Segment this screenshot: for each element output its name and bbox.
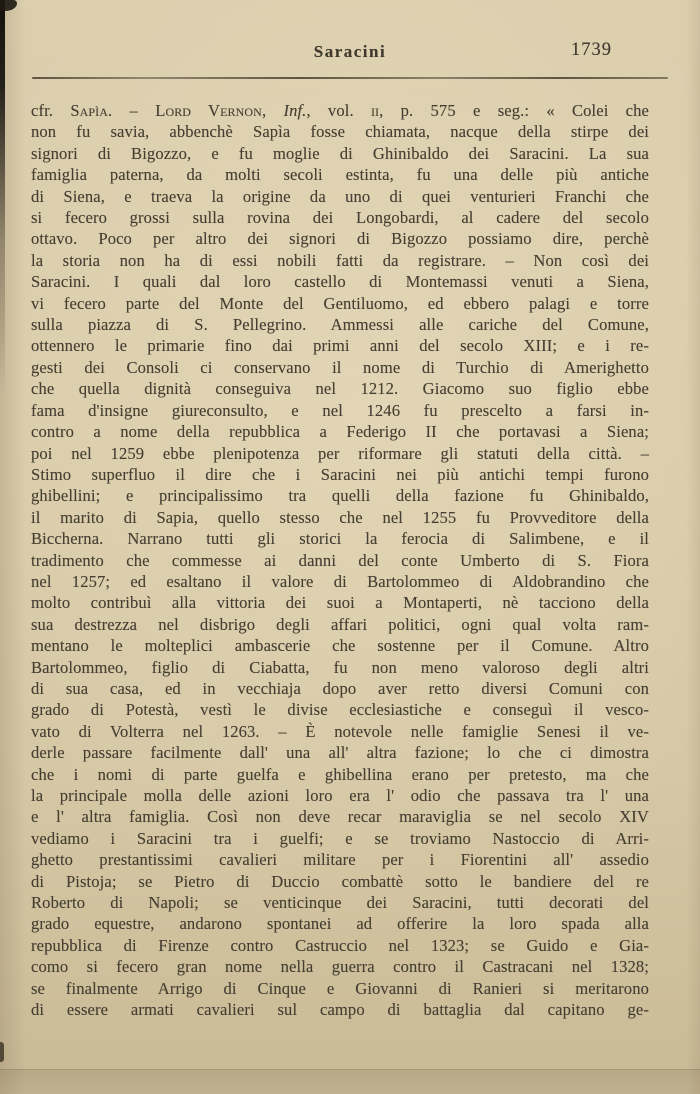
- text-line: che i nomi di parte guelfa e ghibellina erano per pretesto, ma che: [31, 764, 649, 784]
- text-line: repubblica di Firenze contro Castruccio nel 1323; se Guido e Gia-: [31, 935, 649, 955]
- page-number: 1739: [571, 40, 612, 60]
- text-line: famiglia paterna, da molti secoli estinta, fu una delle più antiche: [31, 165, 649, 185]
- text-line: poi nel 1259 ebbe plenipotenza per riformare gli statuti della città. –: [31, 443, 649, 463]
- text-line: signori di Bigozzo, e fu moglie di Ghinibaldo dei Saracini. La sua: [31, 143, 649, 163]
- text-line: si fecero grossi sulla rovina dei Longobardi, al cadere del secolo: [31, 208, 649, 228]
- scan-bottom-shadow: [0, 1069, 700, 1094]
- text-line: fama d'insigne giureconsulto, e nel 1246 fu prescelto a farsi in-: [31, 400, 649, 420]
- running-header: [32, 42, 668, 68]
- scan-bottom-left-mark: [0, 1042, 4, 1062]
- text-line: como si fecero gran nome nella guerra contro il Castracani nel 1328;: [31, 957, 649, 977]
- text-line: ghetto prestantissimi cavalieri militare per i Fiorentini all' assedio: [31, 850, 649, 870]
- text-line: Roberto di Napoli; se venticinque dei Saracini, tutti decorati del: [31, 893, 649, 913]
- text-line: gesti dei Consoli ci conservano il nome di Turchio di Amerighetto: [31, 357, 649, 377]
- text-line: grado di Potestà, vestì le divise ecclesiastiche e conseguì il vesco-: [31, 700, 649, 720]
- text-line: sulla piazza di S. Pellegrino. Ammessi alle cariche del Comune,: [31, 315, 649, 335]
- text-line: la principale molla delle azioni loro era l' odio che passava tra l' una: [31, 786, 649, 805]
- text-line: vediamo i Saracini tra i guelfi; e se troviamo Nastoccio di Arri-: [31, 828, 649, 848]
- text-line: Stimo superfluo il dire che i Saracini nei più antichi tempi furono: [31, 464, 649, 484]
- scan-edge-right-shade: [686, 0, 700, 1094]
- text-line: di essere armati cavalieri sul campo di battaglia dal capitano ge-: [31, 1000, 649, 1020]
- body-text: [31, 100, 649, 1020]
- text-line: molto contribuì alla vittoria dei suoi a Montaperti, nè tacciono della: [31, 593, 649, 613]
- text-line: vato di Volterra nel 1263. – È notevole nelle famiglie Senesi il ve-: [31, 721, 649, 741]
- scan-left-dark-strip: [0, 0, 5, 400]
- text-line: se finalmente Arrigo di Cinque e Giovanni di Ranieri si meritarono: [31, 978, 649, 998]
- text-line: non fu savia, abbenchè Sapìa fosse chiamata, nacque della stirpe dei: [31, 122, 649, 142]
- text-line: Bartolommeo, figlio di Ciabatta, fu non meno valoroso degli altri: [31, 657, 649, 677]
- text-line: la storia non ha di essi nobili fatti da registrare. – Non così dei: [31, 250, 649, 270]
- text-line: nel 1257; ed esaltano il valore di Bartolommeo di Aldobrandino che: [31, 571, 649, 591]
- text-line: contro a nome della repubblica a Federigo II che portavasi a Siena;: [31, 422, 649, 442]
- text-line: vi fecero parte del Monte del Gentiluomo, ed ebbero palagi e torre: [31, 293, 649, 313]
- text-line: di sua casa, ed in vecchiaja dopo aver retto diversi Comuni con: [31, 678, 649, 698]
- text-line: ottennero le primarie fino dai primi anni del secolo XIII; e i re-: [31, 336, 649, 356]
- text-line: grado equestre, andarono spontanei ad offerire la loro spada alla: [31, 914, 649, 934]
- header-rule: [32, 77, 668, 79]
- text-line: il marito di Sapia, quello stesso che nel 1255 fu Provveditore della: [31, 507, 649, 527]
- text-line: e l' altra famiglia. Così non deve recar maraviglia se nel secolo XIV: [31, 807, 649, 827]
- text-line: Saracini. I quali dal loro castello di Montemassi venuti a Siena,: [31, 272, 649, 292]
- text-line: cfr. Sapìa. – Lord Vernon, Inf., vol. ii, p. 575 e seg.: « Colei che: [31, 101, 649, 120]
- text-line: di Siena, e traeva la origine da uno di quei venturieri Franchi che: [31, 186, 649, 206]
- page-title: Saracini: [313, 42, 387, 61]
- text-line: mentano le molteplici ambascerie che sostenne per il Comune. Altro: [31, 636, 649, 656]
- text-line: ottavo. Poco per altro dei signori di Bigozzo possiamo dire, perchè: [31, 229, 649, 249]
- text-line: Biccherna. Narrano tutti gli storici la ferocia di Salimbene, e il: [31, 529, 649, 549]
- text-line: derle passare facilmente dall' una all' altra fazione; lo che ci dimostra: [31, 743, 649, 763]
- text-line: sua destrezza nel disbrigo degli affari politici, ogni qual volta ram-: [31, 614, 649, 634]
- text-line: tradimento che commesse ai danni del conte Umberto di S. Fiora: [31, 550, 649, 570]
- text-line: ghibellini; e principalissimo tra quelli della fazione fu Ghinibaldo,: [31, 486, 649, 506]
- text-line: che quella dignità conseguiva nel 1212. Giacomo suo figlio ebbe: [31, 379, 649, 399]
- text-line: di Pistoja; se Pietro di Duccio combattè sotto le bandiere del re: [31, 871, 649, 891]
